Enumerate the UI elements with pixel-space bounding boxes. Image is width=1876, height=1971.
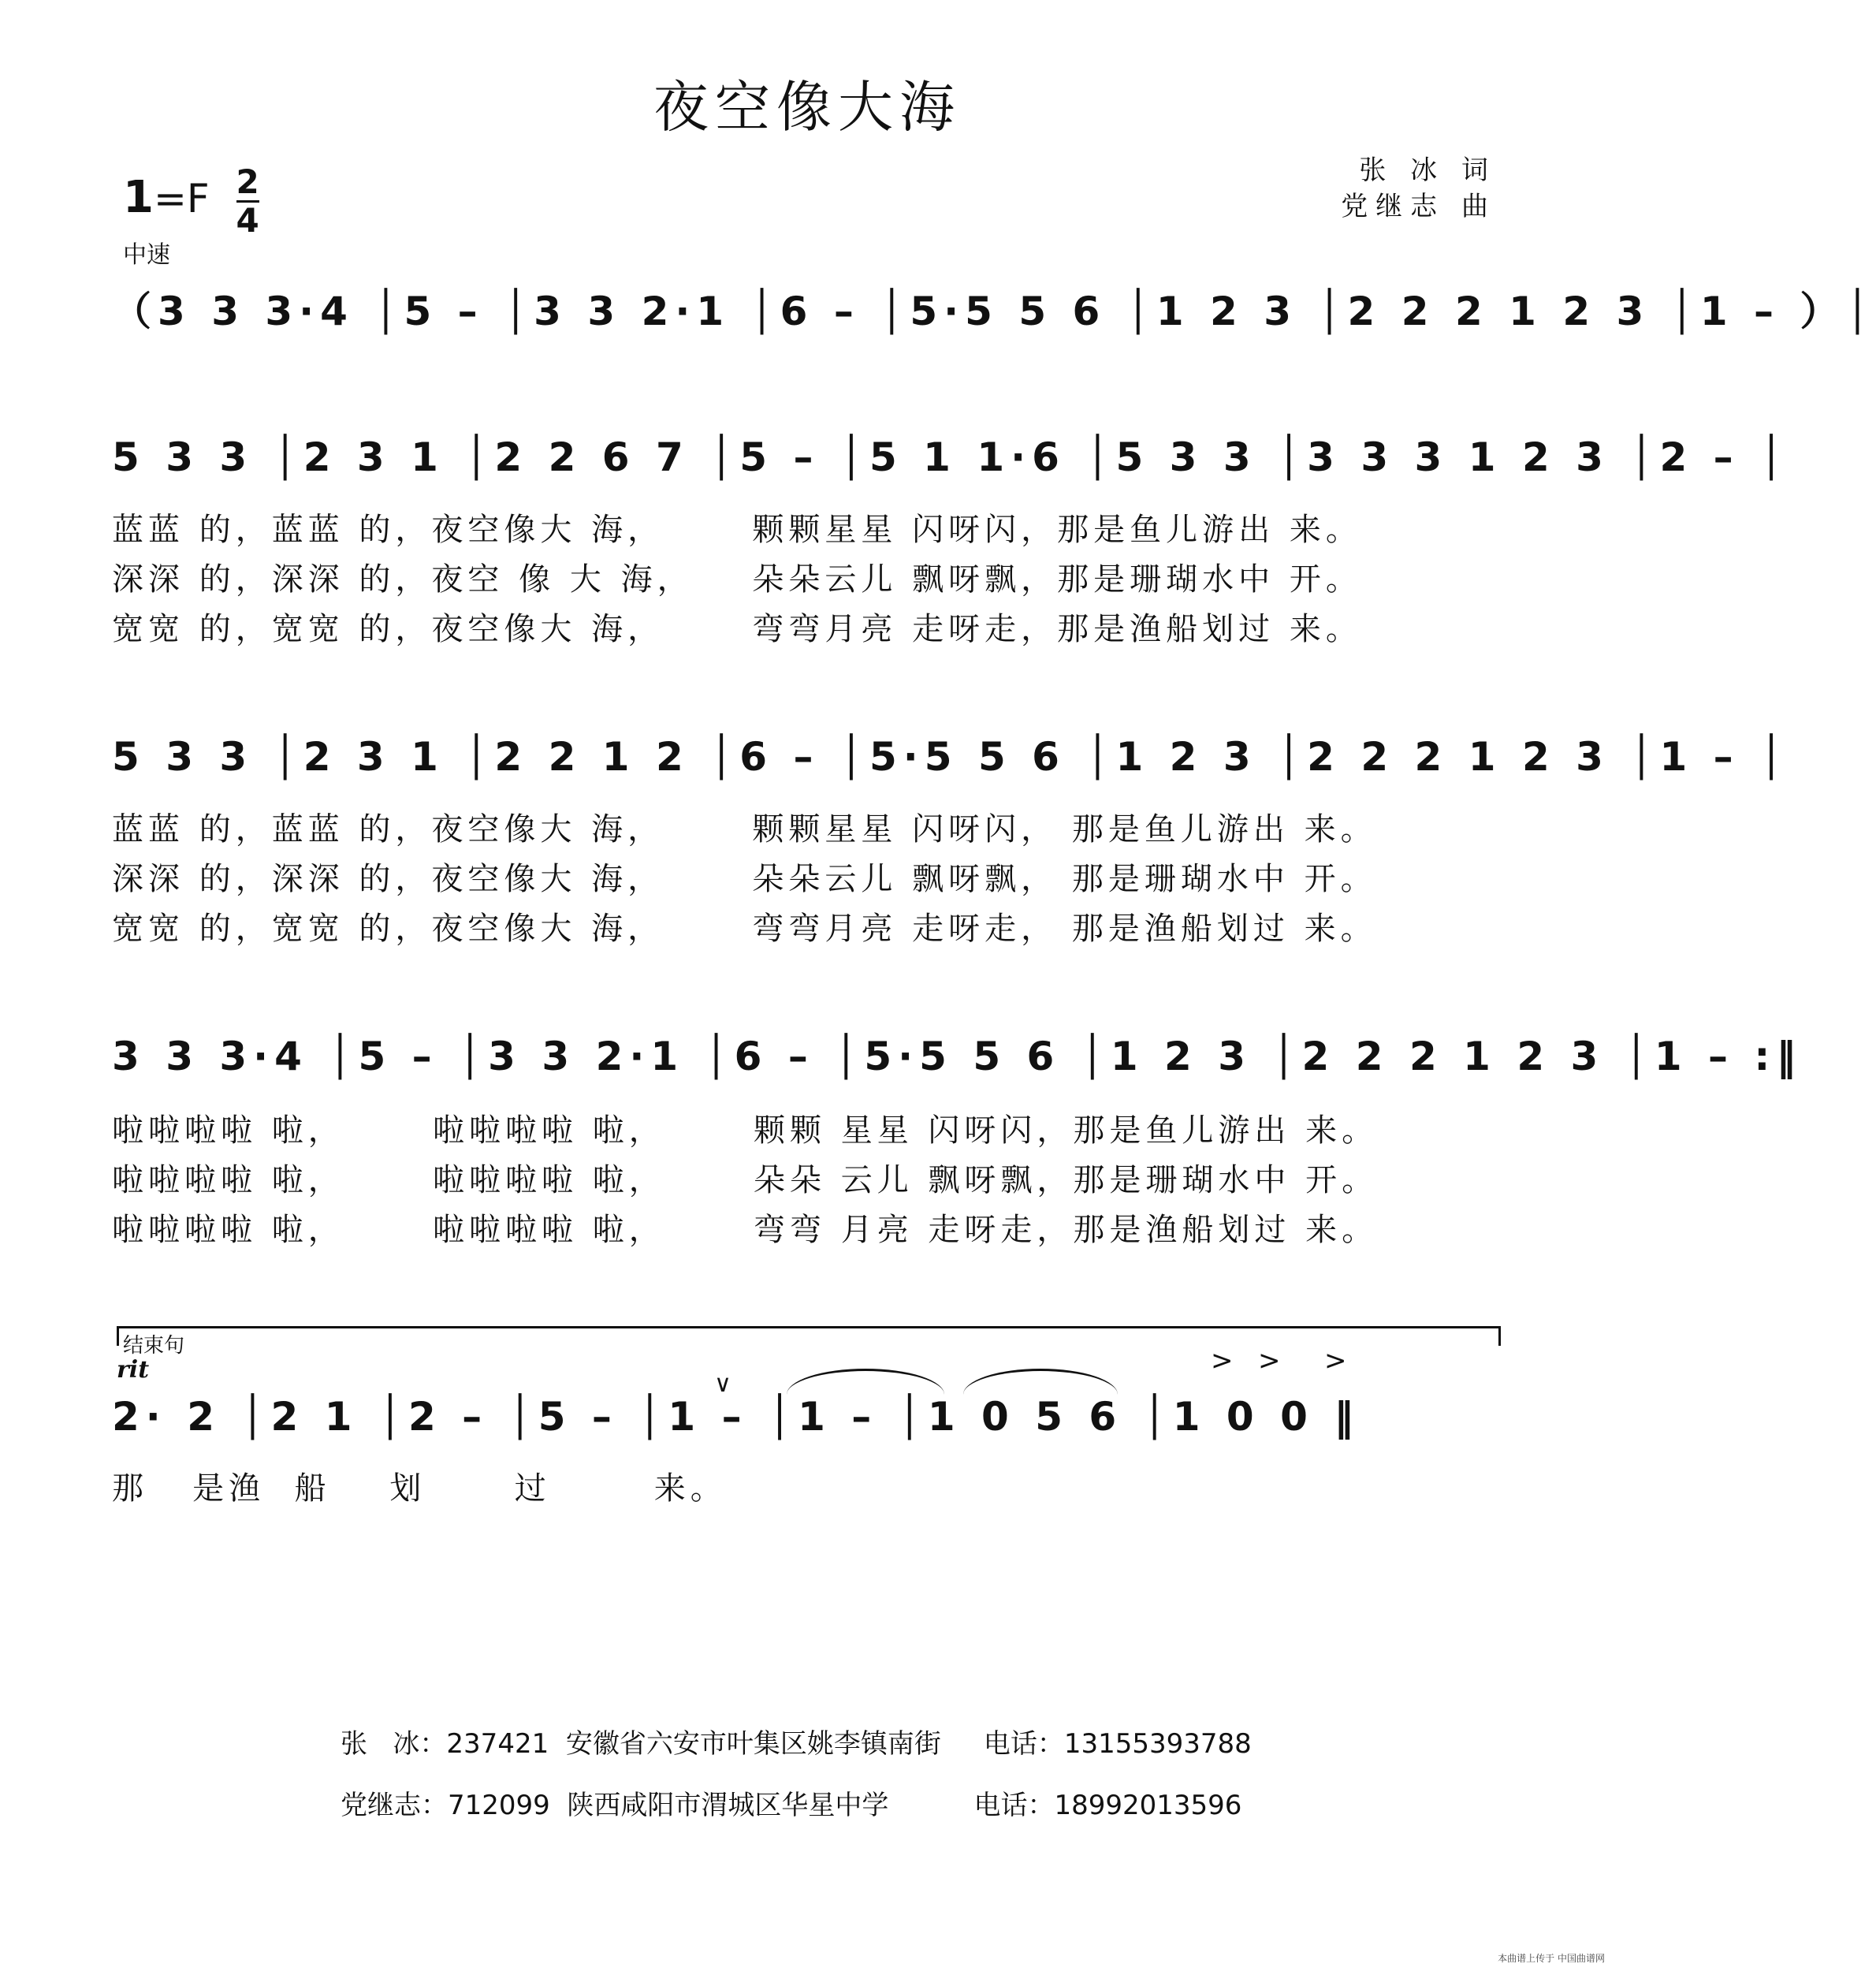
accent-mark-3: > [1324,1345,1347,1377]
lyric-line-1-verse-2: 深深 的，深深 的，夜空 像 大 海， 朵朵云儿 飘呀飘，那是珊瑚水中 开。 [112,561,1362,598]
lyric-line-2-verse-3: 宽宽 的，宽宽 的，夜空像大 海， 弯弯月亮 走呀走， 那是渔船划过 来。 [112,911,1377,947]
notation-line-ending: 2· 2 │2 1 │2 – │5 – │1 – │1 – │1 0 5 6 │1 0 0 ‖ [112,1394,1360,1440]
composer-credit: 党继志 曲 [1341,191,1496,222]
lyric-line-3-verse-2: 啦啦啦啦 啦， 啦啦啦啦 啦， 朵朵 云儿 飘呀飘，那是珊瑚水中 开。 [112,1162,1379,1198]
lyric-line-1-verse-3: 宽宽 的，宽宽 的，夜空像大 海， 弯弯月亮 走呀走，那是渔船划过 来。 [112,611,1362,647]
accent-mark-1: > [1211,1345,1234,1377]
time-signature [236,164,259,239]
ritardando-marking: rit [117,1356,150,1384]
key-tonic: 1 [123,172,154,223]
lyric-line-2-verse-1: 蓝蓝 的，蓝蓝 的，夜空像大 海， 颗颗星星 闪呀闪， 那是鱼儿游出 来。 [112,811,1377,848]
notation-line-1: 5 3 3 │2 3 1 │2 2 6 7 │5 – │5 1 1·6 │5 3 3 │3 3 3 1 2 3 │2 – │ [112,434,1790,480]
lyric-line-3-verse-1: 啦啦啦啦 啦， 啦啦啦啦 啦， 颗颗 星星 闪呀闪，那是鱼儿游出 来。 [112,1112,1379,1149]
time-signature-top: 2 [236,162,259,201]
page-title: 夜空像大海 [653,75,961,140]
notation-line-3: 3 3 3·4 │5 – │3 3 2·1 │6 – │5·5 5 6 │1 2 3 │2 2 2 1 2 3 │1 – :‖ [112,1034,1803,1079]
ending-label: 结束句 [123,1334,185,1358]
key-note: =F [153,176,210,222]
breath-mark: ∨ [714,1370,731,1398]
lyric-line-1-verse-1: 蓝蓝 的，蓝蓝 的，夜空像大 海， 颗颗星星 闪呀闪，那是鱼儿游出 来。 [112,512,1362,548]
upload-watermark: 本曲谱上传于 中国曲谱网 [1498,1953,1605,1964]
lyric-line-3-verse-3: 啦啦啦啦 啦， 啦啦啦啦 啦， 弯弯 月亮 走呀走，那是渔船划过 来。 [112,1212,1379,1248]
lyricist-credit: 张 冰 词 [1359,155,1496,186]
lyric-line-2-verse-2: 深深 的，深深 的，夜空像大 海， 朵朵云儿 飘呀飘， 那是珊瑚水中 开。 [112,861,1377,897]
key-signature [123,164,259,239]
time-signature-bottom: 4 [236,201,259,240]
tempo-marking: 中速 [123,241,170,269]
notation-line-2: 5 3 3 │2 3 1 │2 2 1 2 │6 – │5·5 5 6 │1 2 3 │2 2 2 1 2 3 │1 – │ [112,734,1790,780]
contact-lyricist: 张 冰：237421 安徽省六安市叶集区姚李镇南街 电话：13155393788 [341,1728,1252,1760]
lyric-line-ending: 那 是渔 船 划 过 来。 [112,1470,727,1507]
ending-bracket [117,1326,1501,1346]
contact-composer: 党继志：712099 陕西咸阳市渭城区华星中学 电话：18992013596 [341,1790,1242,1821]
accent-mark-2: > [1258,1345,1281,1377]
notation-line-intro: （3 3 3·4 │5 – │3 3 2·1 │6 – │5·5 5 6 │1 2 3 │2 2 2 1 2 3 │1 – ）│ [112,289,1876,334]
